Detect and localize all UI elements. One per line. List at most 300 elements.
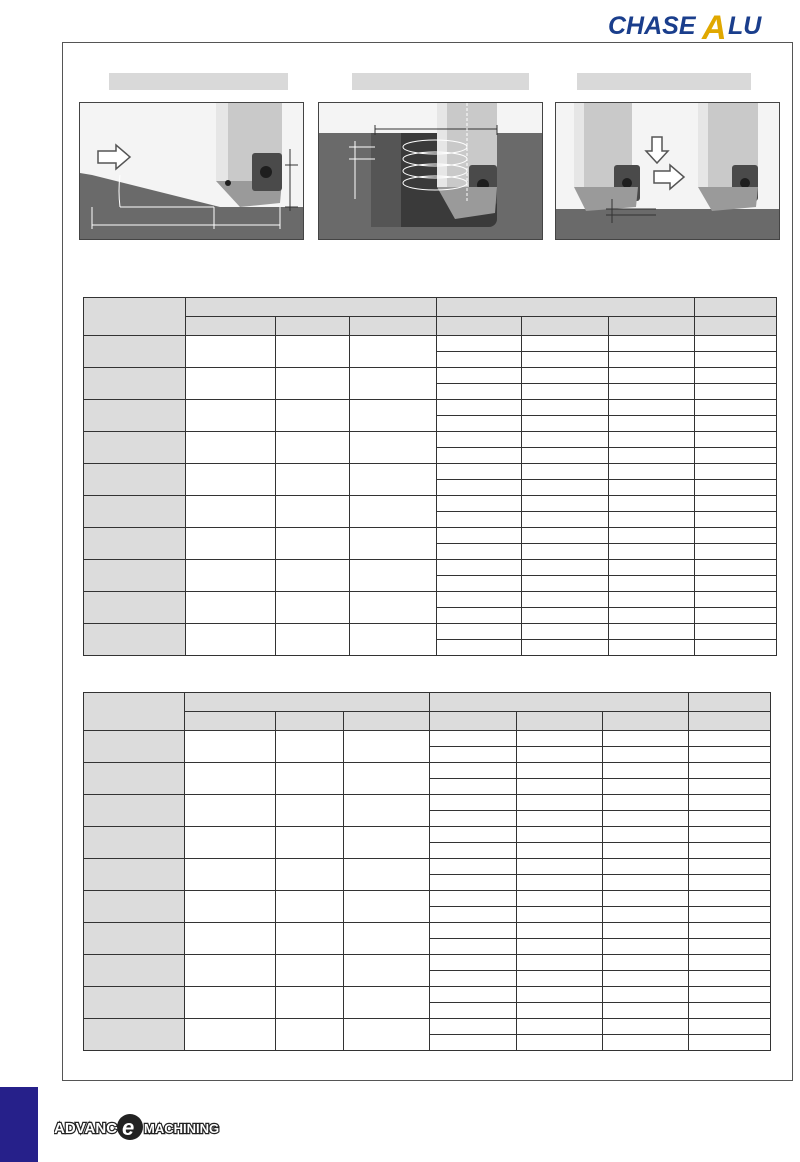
table-cell <box>186 368 276 400</box>
table-cell <box>609 384 695 400</box>
table-row <box>84 624 777 640</box>
row-label-cell <box>84 336 186 368</box>
table-cell <box>350 464 437 496</box>
table-cell <box>350 400 437 432</box>
table-cell <box>695 480 777 496</box>
table-cell <box>185 891 276 923</box>
row-label-cell <box>84 795 185 827</box>
table-cell <box>689 875 771 891</box>
table-cell <box>522 496 609 512</box>
table-cell <box>689 1003 771 1019</box>
table-cell <box>344 827 430 859</box>
table-cell <box>603 843 689 859</box>
spec-table-2 <box>83 692 771 1051</box>
row-label-cell <box>84 923 185 955</box>
table-cell <box>609 512 695 528</box>
table-cell <box>689 843 771 859</box>
table-cell <box>186 400 276 432</box>
table-1-header-row <box>84 298 777 317</box>
caption-bar-ramping <box>109 73 288 90</box>
table-cell <box>522 544 609 560</box>
table-cell <box>609 416 695 432</box>
row-label-cell <box>84 528 186 560</box>
table-cell <box>695 432 777 448</box>
table-cell <box>276 1019 344 1051</box>
table-cell <box>430 1019 517 1035</box>
table-cell <box>517 875 603 891</box>
illustration-helical <box>318 102 543 240</box>
table-cell <box>695 496 777 512</box>
table-cell <box>695 528 777 544</box>
table-row <box>84 400 777 416</box>
table-cell <box>689 1019 771 1035</box>
table-cell <box>522 368 609 384</box>
table-row <box>84 432 777 448</box>
table-2-subheader-cell <box>517 712 603 731</box>
table-2-subheader-cell <box>603 712 689 731</box>
table-cell <box>609 400 695 416</box>
table-cell <box>609 480 695 496</box>
table-row <box>84 368 777 384</box>
table-cell <box>609 352 695 368</box>
table-cell <box>695 368 777 384</box>
table-cell <box>609 560 695 576</box>
row-label-cell <box>84 432 186 464</box>
table-cell <box>609 528 695 544</box>
table-1-corner-header <box>84 298 186 336</box>
table-cell <box>185 987 276 1019</box>
table-cell <box>186 560 276 592</box>
table-cell <box>186 592 276 624</box>
table-cell <box>695 592 777 608</box>
table-cell <box>185 827 276 859</box>
table-cell <box>603 779 689 795</box>
table-cell <box>276 400 350 432</box>
row-label-cell <box>84 987 185 1019</box>
table-cell <box>344 987 430 1019</box>
table-row <box>84 891 771 907</box>
table-cell <box>276 795 344 827</box>
table-cell <box>689 795 771 811</box>
table-cell <box>689 859 771 875</box>
table-cell <box>603 907 689 923</box>
table-cell <box>430 1035 517 1051</box>
table-cell <box>695 336 777 352</box>
row-label-cell <box>84 496 186 528</box>
table-cell <box>437 480 522 496</box>
table-cell <box>350 560 437 592</box>
table-cell <box>350 528 437 560</box>
caption-bar-plunging <box>577 73 751 90</box>
row-label-cell <box>84 1019 185 1051</box>
table-cell <box>430 763 517 779</box>
table-2-group-header-c <box>689 693 771 712</box>
table-2-subheader-cell <box>276 712 344 731</box>
row-label-cell <box>84 763 185 795</box>
table-cell <box>517 955 603 971</box>
table-cell <box>276 624 350 656</box>
table-cell <box>350 336 437 368</box>
table-cell <box>689 811 771 827</box>
table-cell <box>609 496 695 512</box>
table-cell <box>609 448 695 464</box>
table-cell <box>186 528 276 560</box>
table-cell <box>517 843 603 859</box>
table-cell <box>695 448 777 464</box>
table-cell <box>517 779 603 795</box>
table-cell <box>517 859 603 875</box>
table-1-group-header-b <box>437 298 695 317</box>
table-cell <box>522 576 609 592</box>
table-row <box>84 955 771 971</box>
table-cell <box>276 923 344 955</box>
table-row <box>84 592 777 608</box>
table-cell <box>689 971 771 987</box>
table-cell <box>695 400 777 416</box>
table-1-group-header-a <box>186 298 437 317</box>
table-cell <box>276 891 344 923</box>
table-cell <box>517 1019 603 1035</box>
table-cell <box>185 795 276 827</box>
table-cell <box>603 875 689 891</box>
table-cell <box>609 368 695 384</box>
table-cell <box>695 384 777 400</box>
table-cell <box>186 464 276 496</box>
table-cell <box>437 496 522 512</box>
table-cell <box>609 544 695 560</box>
row-label-cell <box>84 891 185 923</box>
table-cell <box>609 624 695 640</box>
logo-text-advanc: ADVANC <box>54 1120 118 1137</box>
table-cell <box>517 731 603 747</box>
table-cell <box>517 827 603 843</box>
table-cell <box>276 827 344 859</box>
table-cell <box>609 336 695 352</box>
table-cell <box>522 432 609 448</box>
table-cell <box>430 907 517 923</box>
table-cell <box>350 432 437 464</box>
table-cell <box>689 987 771 1003</box>
table-cell <box>522 560 609 576</box>
table-cell <box>437 416 522 432</box>
table-cell <box>689 1035 771 1051</box>
table-row <box>84 336 777 352</box>
row-label-cell <box>84 464 186 496</box>
table-row <box>84 795 771 811</box>
table-cell <box>603 859 689 875</box>
table-1-subheader-cell <box>609 317 695 336</box>
table-cell <box>344 763 430 795</box>
table-2-subheader-cell <box>430 712 517 731</box>
table-cell <box>517 763 603 779</box>
row-label-cell <box>84 592 186 624</box>
table-cell <box>437 464 522 480</box>
spec-table-1 <box>83 297 777 656</box>
table-row <box>84 496 777 512</box>
table-cell <box>689 763 771 779</box>
table-cell <box>695 640 777 656</box>
table-cell <box>603 795 689 811</box>
table-cell <box>522 416 609 432</box>
table-row <box>84 987 771 1003</box>
table-cell <box>695 512 777 528</box>
table-cell <box>344 955 430 987</box>
logo-word-chase: CHASE <box>608 12 696 40</box>
table-cell <box>437 352 522 368</box>
table-cell <box>517 939 603 955</box>
row-label-cell <box>84 955 185 987</box>
table-cell <box>603 731 689 747</box>
table-cell <box>522 400 609 416</box>
table-cell <box>695 624 777 640</box>
table-1-subheader-cell <box>437 317 522 336</box>
table-cell <box>276 731 344 763</box>
table-cell <box>430 923 517 939</box>
table-cell <box>522 528 609 544</box>
table-cell <box>276 464 350 496</box>
table-cell <box>689 923 771 939</box>
table-cell <box>603 987 689 1003</box>
table-cell <box>603 811 689 827</box>
row-label-cell <box>84 368 186 400</box>
table-cell <box>350 496 437 528</box>
table-cell <box>689 939 771 955</box>
table-cell <box>344 795 430 827</box>
table-cell <box>350 368 437 400</box>
table-row <box>84 859 771 875</box>
table-cell <box>186 624 276 656</box>
illustration-ramping <box>79 102 304 240</box>
table-cell <box>276 336 350 368</box>
table-cell <box>430 811 517 827</box>
table-cell <box>695 608 777 624</box>
table-cell <box>517 907 603 923</box>
chasealu-logo <box>604 4 794 44</box>
table-cell <box>430 859 517 875</box>
table-cell <box>276 432 350 464</box>
table-cell <box>437 512 522 528</box>
table-row <box>84 731 771 747</box>
row-label-cell <box>84 731 185 763</box>
table-cell <box>185 955 276 987</box>
table-1-subheader-cell <box>695 317 777 336</box>
table-cell <box>517 1035 603 1051</box>
table-1-subheader-cell <box>276 317 350 336</box>
table-cell <box>522 592 609 608</box>
table-cell <box>430 891 517 907</box>
table-cell <box>695 544 777 560</box>
table-cell <box>185 859 276 891</box>
table-cell <box>689 891 771 907</box>
table-row <box>84 763 771 779</box>
table-cell <box>430 1003 517 1019</box>
table-cell <box>430 955 517 971</box>
caption-bar-helical <box>352 73 529 90</box>
table-cell <box>276 763 344 795</box>
table-cell <box>603 1003 689 1019</box>
table-cell <box>430 795 517 811</box>
table-2-corner-header <box>84 693 185 731</box>
table-cell <box>437 592 522 608</box>
table-cell <box>522 624 609 640</box>
table-1-subheader-cell <box>522 317 609 336</box>
table-cell <box>437 336 522 352</box>
logo-word-lu: LU <box>728 12 762 40</box>
side-tab <box>0 1087 38 1162</box>
logo-letter-a: A <box>702 9 727 44</box>
table-cell <box>517 987 603 1003</box>
table-cell <box>276 560 350 592</box>
table-cell <box>276 987 344 1019</box>
table-1-subheader-cell <box>350 317 437 336</box>
table-2-group-header-a <box>185 693 430 712</box>
table-cell <box>430 939 517 955</box>
table-1-group-header-c <box>695 298 777 317</box>
table-cell <box>276 496 350 528</box>
table-row <box>84 560 777 576</box>
table-cell <box>276 528 350 560</box>
table-cell <box>603 1019 689 1035</box>
table-cell <box>430 731 517 747</box>
table-cell <box>344 891 430 923</box>
table-cell <box>603 891 689 907</box>
table-cell <box>517 971 603 987</box>
table-cell <box>689 747 771 763</box>
table-cell <box>517 811 603 827</box>
table-cell <box>437 400 522 416</box>
table-cell <box>437 560 522 576</box>
table-cell <box>517 923 603 939</box>
logo-text-e: e <box>122 1115 135 1140</box>
table-cell <box>430 779 517 795</box>
table-1-subheader-cell <box>186 317 276 336</box>
table-cell <box>430 875 517 891</box>
table-row <box>84 827 771 843</box>
table-2-group-header-b <box>430 693 689 712</box>
table-cell <box>344 731 430 763</box>
table-cell <box>689 827 771 843</box>
table-2-subheader-cell <box>185 712 276 731</box>
table-cell <box>186 496 276 528</box>
table-cell <box>609 464 695 480</box>
table-cell <box>689 731 771 747</box>
table-cell <box>609 432 695 448</box>
table-cell <box>350 624 437 656</box>
table-cell <box>517 1003 603 1019</box>
table-cell <box>276 955 344 987</box>
row-label-cell <box>84 400 186 432</box>
table-cell <box>517 747 603 763</box>
table-cell <box>437 528 522 544</box>
table-1-subheader-row <box>84 317 777 336</box>
table-cell <box>185 731 276 763</box>
table-cell <box>185 1019 276 1051</box>
table-cell <box>522 608 609 624</box>
table-cell <box>437 576 522 592</box>
table-cell <box>695 416 777 432</box>
table-2-header-row <box>84 693 771 712</box>
table-cell <box>522 336 609 352</box>
table-cell <box>437 624 522 640</box>
table-cell <box>186 336 276 368</box>
table-cell <box>344 1019 430 1051</box>
table-cell <box>689 779 771 795</box>
table-row <box>84 464 777 480</box>
table-cell <box>522 512 609 528</box>
table-cell <box>522 464 609 480</box>
table-cell <box>276 592 350 624</box>
table-cell <box>437 544 522 560</box>
illustration-plunging <box>555 102 780 240</box>
table-cell <box>430 827 517 843</box>
table-2-subheader-row <box>84 712 771 731</box>
table-cell <box>186 432 276 464</box>
row-label-cell <box>84 560 186 592</box>
table-cell <box>437 448 522 464</box>
table-cell <box>430 843 517 859</box>
table-cell <box>344 923 430 955</box>
table-cell <box>437 608 522 624</box>
table-cell <box>430 747 517 763</box>
table-cell <box>603 763 689 779</box>
table-cell <box>522 640 609 656</box>
table-row <box>84 528 777 544</box>
table-cell <box>437 384 522 400</box>
table-cell <box>609 576 695 592</box>
table-cell <box>522 384 609 400</box>
row-label-cell <box>84 859 185 891</box>
table-cell <box>517 795 603 811</box>
table-cell <box>689 955 771 971</box>
table-cell <box>276 859 344 891</box>
advance-machining-logo <box>54 1112 230 1142</box>
table-cell <box>695 576 777 592</box>
table-cell <box>522 480 609 496</box>
table-cell <box>603 923 689 939</box>
table-cell <box>603 747 689 763</box>
table-cell <box>689 907 771 923</box>
table-2-subheader-cell <box>344 712 430 731</box>
table-cell <box>185 923 276 955</box>
table-cell <box>609 592 695 608</box>
table-cell <box>437 432 522 448</box>
table-cell <box>517 891 603 907</box>
table-cell <box>609 608 695 624</box>
logo-text-machining: MACHINING <box>144 1121 220 1136</box>
table-cell <box>695 352 777 368</box>
table-cell <box>695 560 777 576</box>
table-2-subheader-cell <box>689 712 771 731</box>
table-cell <box>350 592 437 624</box>
row-label-cell <box>84 624 186 656</box>
table-cell <box>430 971 517 987</box>
table-cell <box>276 368 350 400</box>
table-cell <box>522 352 609 368</box>
table-cell <box>437 640 522 656</box>
table-row <box>84 1019 771 1035</box>
table-cell <box>603 827 689 843</box>
row-label-cell <box>84 827 185 859</box>
table-cell <box>344 859 430 891</box>
table-cell <box>603 939 689 955</box>
table-cell <box>437 368 522 384</box>
table-cell <box>430 987 517 1003</box>
table-cell <box>522 448 609 464</box>
table-cell <box>695 464 777 480</box>
table-cell <box>603 971 689 987</box>
table-cell <box>185 763 276 795</box>
table-row <box>84 923 771 939</box>
